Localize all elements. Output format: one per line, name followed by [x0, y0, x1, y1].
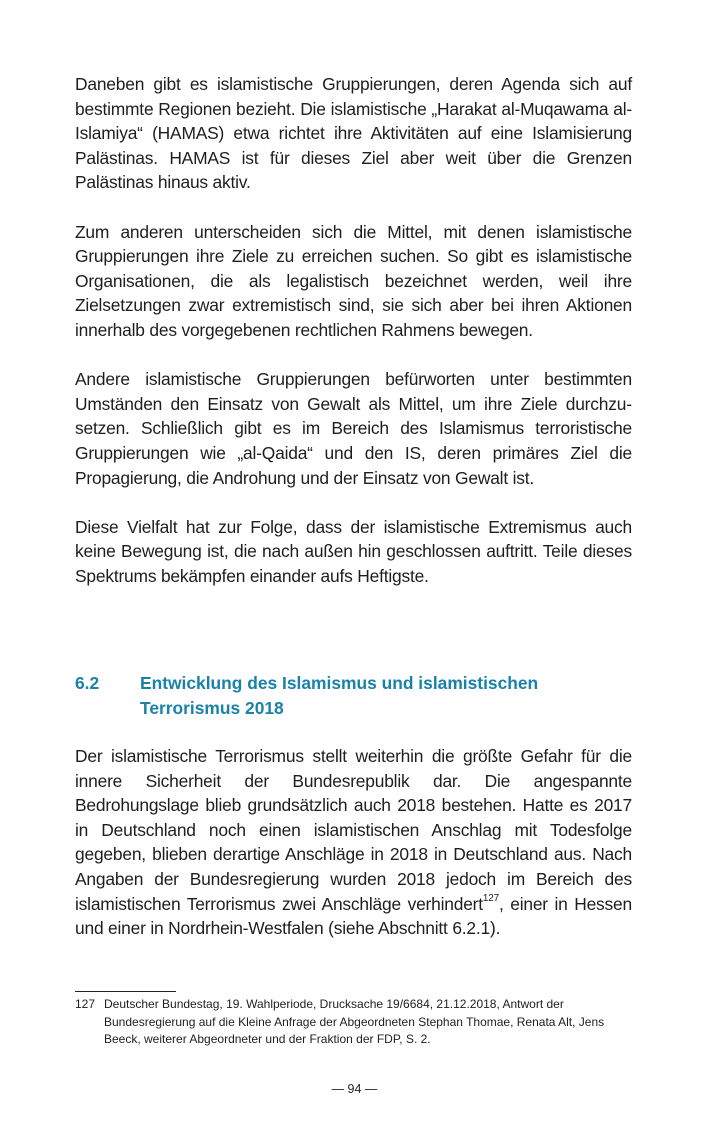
paragraph-text-after-ref: , einer in Hessen und einer in Nordrhein-Westfalen (siehe Abschnitt 6.2.1).: [75, 893, 632, 939]
page-number: — 94 —: [331, 1082, 378, 1096]
paragraph-diversity: Diese Vielfalt hat zur Folge, dass der islamistische Extremismus auch keine Bewegung ist, die nach außen hin geschlossen auftritt. Teile dieses Spektrums bekämpfen einander aufs Heftigste.: [75, 516, 632, 586]
footnote-number: 127: [75, 997, 96, 1011]
paragraph-terrorism-threat: [75, 744, 632, 941]
section-number: 6.2: [75, 673, 100, 693]
section-title: Entwicklung des Islamismus und islamistischen Terrorismus 2018: [140, 673, 539, 718]
footnote-reference[interactable]: 127: [482, 892, 499, 904]
paragraph-text-before-ref: Der islamistische Terrorismus stellt weiterhin die größte Gefahr für die innere Sicherheit der Bundesrepublik dar. Die angespannte Bedrohungslage blieb grundsätzlich auch 2018 bestehen. Hatte es 2017 in Deutschland noch einen islamistischen Anschlag mit Todesfolge gegeben, blieben derartige Anschläge in 2018 in Deutschland aus. Nach Angaben der Bundesregierung wurden 2018 jedoch im Bereich des islamistischen Terrorismus zwei Anschläge verhindert: [75, 746, 632, 914]
paragraph-legalistic-organisations: Zum anderen unterscheiden sich die Mittel, mit denen islamistische Gruppierungen ihre Ziele zu erreichen suchen. So gibt es islamistische Organisationen, die als legalistisch bezeichnet werden, weil ihre Zielsetzungen zwar extremistisch sind, sie sich aber bei ihren Aktionen innerhalb des vorgegebenen rechtlichen Rahmens bewegen.: [75, 221, 632, 340]
footnote-divider: [75, 991, 176, 992]
body-text-block: [75, 72, 632, 613]
section-body-text: [75, 744, 632, 965]
section-heading: [75, 671, 632, 720]
footnote: [75, 996, 632, 1049]
paragraph-violent-groups: Andere islamistische Gruppierungen befürworten unter bestimmten Umständen den Einsatz von Gewalt als Mittel, um ihre Ziele durchzusetzen. Schließlich gibt es im Bereich des Islamismus terroristische Gruppierungen wie „al-Qaida“ und den IS, deren primäres Ziel die Propagierung, die Androhung und der Einsatz von Gewalt ist.: [75, 369, 632, 488]
paragraph-regional-groups: Daneben gibt es islamistische Gruppierungen, deren Agenda sich auf bestimmte Regionen bezieht. Die islamistische „Harakat al-Muqawama al-Islamiya“ (HAMAS) etwa richtet ihre Aktivitäten auf eine Islamisierung Palästinas. HAMAS ist für dieses Ziel aber weit über die Grenzen Palästinas hinaus aktiv.: [75, 74, 632, 193]
footnote-text: Deutscher Bundestag, 19. Wahlperiode, Drucksache 19/6684, 21.12.2018, Antwort der Bundesregierung auf die Kleine Anfrage der Abgeordneten Stephan Thomae, Renata Alt, Jens Beeck, weiterer Abgeordneter und der Fraktion der FDP, S. 2.: [104, 997, 605, 1046]
